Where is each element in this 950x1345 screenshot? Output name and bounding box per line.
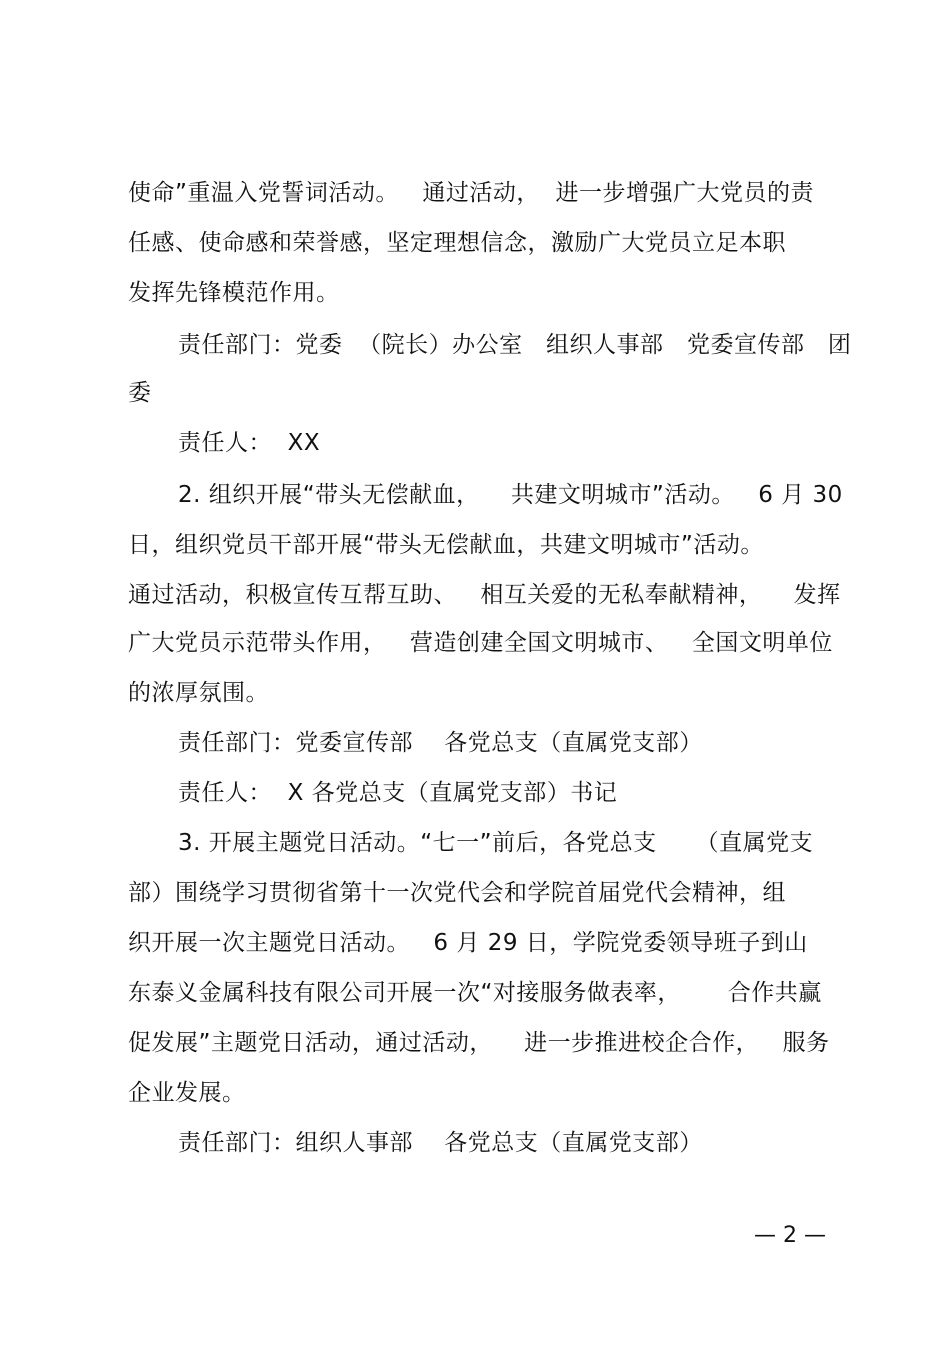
body-line-5: 委 — [128, 380, 152, 406]
body-line-11: 的浓厚氛围。 — [128, 680, 269, 706]
body-line-9: 通过活动，积极宣传互帮互助、 相互关爱的无私奉献精神， 发挥 — [128, 582, 841, 608]
item-3-heading: 3. 开展主题党日活动。“七一”前后，各党总支 （直属党支 — [178, 830, 814, 856]
body-line-3: 发挥先锋模范作用。 — [128, 280, 340, 306]
body-line-15: 部）围绕学习贯彻省第十一次党代会和学院首届党代会精神，组 — [128, 880, 786, 906]
responsible-dept-2: 责任部门：党委宣传部 各党总支（直属党支部） — [178, 730, 703, 756]
responsible-dept-1: 责任部门：党委 （院长）办公室 组织人事部 党委宣传部 团 — [178, 332, 852, 358]
body-line-10: 广大党员示范带头作用， 营造创建全国文明城市、 全国文明单位 — [128, 630, 833, 656]
body-line-18: 促发展”主题党日活动，通过活动， 进一步推进校企合作， 服务 — [128, 1030, 830, 1056]
responsible-person-2: 责任人： X 各党总支（直属党支部）书记 — [178, 780, 618, 806]
body-line-17: 东泰义金属科技有限公司开展一次“对接服务做表率， 合作共赢 — [128, 980, 822, 1006]
body-line-16: 织开展一次主题党日活动。 6 月 29 日，学院党委领导班子到山 — [128, 930, 808, 956]
body-line-1: 使命”重温入党誓词活动。 通过活动， 进一步增强广大党员的责 — [128, 180, 814, 206]
body-line-8: 日，组织党员干部开展“带头无偿献血，共建文明城市”活动。 — [128, 532, 764, 558]
body-line-19: 企业发展。 — [128, 1080, 246, 1106]
responsible-person-1: 责任人： XX — [178, 430, 321, 456]
body-line-2: 任感、使命感和荣誉感，坚定理想信念，激励广大党员立足本职 — [128, 230, 786, 256]
page-number: — 2 — — [754, 1223, 826, 1248]
item-2-heading: 2. 组织开展“带头无偿献血， 共建文明城市”活动。 6 月 30 — [178, 482, 843, 508]
responsible-dept-3: 责任部门：组织人事部 各党总支（直属党支部） — [178, 1130, 703, 1156]
